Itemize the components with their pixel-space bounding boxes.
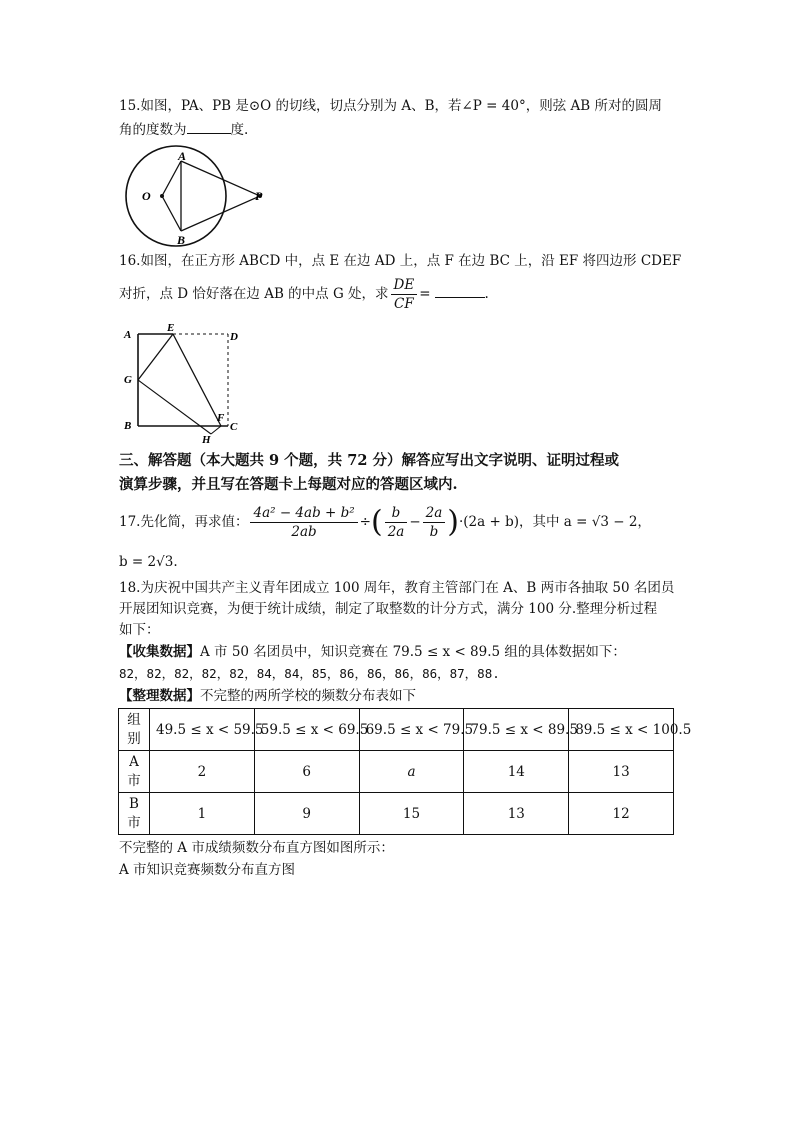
q18-after1: 不完整的 A 市成绩频数分布直方图如图所示： (119, 840, 394, 856)
q18-collect-title: 【收集数据】 (119, 644, 200, 660)
table-cell: 9 (254, 793, 359, 835)
q15-label-a: A (178, 149, 187, 163)
q16-line2 (119, 276, 489, 313)
q16-fraction (391, 276, 418, 313)
table-header-range: 49.5 ≤ x < 59.5 (150, 709, 255, 751)
q17-prefix: 17.先化简，再求值： (119, 514, 249, 530)
q16-line2-end: . (484, 286, 489, 302)
q18-organize-title: 【整理数据】 (119, 688, 200, 704)
q18-organize-text: 不完整的两所学校的频数分布表如下 (200, 688, 416, 704)
q17-condition: ，其中 a = √3 − 2， (519, 514, 651, 530)
q16-answer-blank[interactable] (435, 285, 485, 298)
q15-label-b: B (177, 233, 186, 247)
q17-den2: 2a (387, 524, 405, 540)
table-cell: 14 (464, 751, 569, 793)
table-cell: 15 (359, 793, 464, 835)
q16-frac-den: CF (394, 296, 414, 312)
q17-div: ÷ (359, 514, 371, 530)
table-row (119, 793, 674, 835)
q15-figure-circle-tangents (120, 148, 270, 248)
q17-num3: 2a (425, 505, 443, 521)
table-row-label: B 市 (119, 793, 150, 835)
q16-label-e: E (167, 322, 175, 334)
q17-num1: 4a² − 4ab + b² (253, 505, 355, 521)
table-cell: 2 (150, 751, 255, 793)
q18-data-line: 82，82，82，82，82，84，84，85，86，86，86，86，87，88. (119, 666, 500, 681)
table-cell: 13 (569, 751, 674, 793)
q18-organize (119, 686, 416, 706)
q15-line2-before: 角的度数为 (119, 122, 187, 138)
q18-collect (119, 642, 626, 662)
q16-figure-square-fold (118, 320, 250, 445)
q17-fraction-3 (423, 504, 446, 541)
q15-line2-after: 度. (230, 122, 249, 138)
q18-line3: 如下： (119, 622, 160, 638)
q18-after2: A 市知识竞赛频数分布直方图 (119, 862, 296, 878)
q15-line2 (119, 120, 248, 140)
table-cell: a (359, 751, 464, 793)
table-cell: 6 (254, 751, 359, 793)
q18-line1: 18.为庆祝中国共产主义青年团成立 100 周年，教育主管部门在 A、B 两市各抽取 50 名团员 (119, 580, 675, 596)
section3-line1: 三、解答题（本大题共 9 个题，共 72 分）解答应写出文字说明、证明过程或 (119, 452, 619, 469)
table-row (119, 751, 674, 793)
q15-answer-blank[interactable] (187, 121, 231, 134)
q16-label-b: B (124, 420, 132, 432)
q18-frequency-table (118, 708, 692, 835)
q17-line2: b = 2√3. (119, 554, 178, 570)
q16-equals: = (419, 286, 431, 302)
q18-collect-text: A 市 50 名团员中，知识竞赛在 79.5 ≤ x < 89.5 组的具体数据如下： (200, 644, 626, 660)
q16-label-g: G (124, 374, 132, 386)
table-cell: 12 (569, 793, 674, 835)
table-header-range: 79.5 ≤ x < 89.5 (464, 709, 569, 751)
q17-den1: 2ab (291, 524, 317, 540)
table-header-range: 89.5 ≤ x < 100.5 (569, 709, 674, 751)
q15-label-p: P (255, 189, 263, 203)
q16-line2-before: 对折，点 D 恰好落在边 AB 的中点 G 处，求 (119, 286, 389, 302)
table-header-label: 组 别 (119, 709, 150, 751)
q18-line2: 开展团知识竞赛，为便于统计成绩，制定了取整数的计分方式，满分 100 分.整理分析过程 (119, 601, 658, 617)
q17-times-term: ·(2a + b) (459, 514, 519, 530)
table-header-row (119, 709, 674, 751)
q16-line1: 16.如图，在正方形 ABCD 中，点 E 在边 AD 上，点 F 在边 BC 上，沿 EF 将四边形 CDEF (119, 253, 682, 269)
q16-label-f: F (217, 412, 225, 424)
q17-fraction-1 (250, 504, 357, 541)
q17-fraction-2 (385, 504, 408, 541)
section3-line2: 演算步骤，并且写在答题卡上每题对应的答题区域内. (119, 476, 458, 493)
q16-label-h: H (202, 434, 211, 446)
q16-label-d: D (230, 331, 238, 343)
q16-label-c: C (230, 421, 238, 433)
table-cell: 1 (150, 793, 255, 835)
q17-den3: b (429, 524, 439, 540)
q17-line1: 17.先化简，再求值： $\frac{\text{4a² − 4ab + b²}}{2ab}$ ÷( $\frac{b}{2a}$ − $\frac{2a}{b}$ )·(2a + b)，其中 a = √3 − 2， (119, 504, 651, 540)
q17-minus: − (409, 514, 421, 530)
table-header-range: 69.5 ≤ x < 79.5 (359, 709, 464, 751)
table-cell: 13 (464, 793, 569, 835)
q17-num2: b (391, 505, 401, 521)
table-header-range: 59.5 ≤ x < 69.5 (254, 709, 359, 751)
q15-line1: 15.如图，PA、PB 是⊙O 的切线，切点分别为 A、B，若∠P = 40°，则弦 AB 所对的圆周 (119, 98, 662, 114)
table-row-label: A 市 (119, 751, 150, 793)
q16-label-a: A (124, 329, 132, 341)
q15-label-o: O (142, 189, 151, 203)
q16-frac-num: DE (393, 277, 415, 293)
